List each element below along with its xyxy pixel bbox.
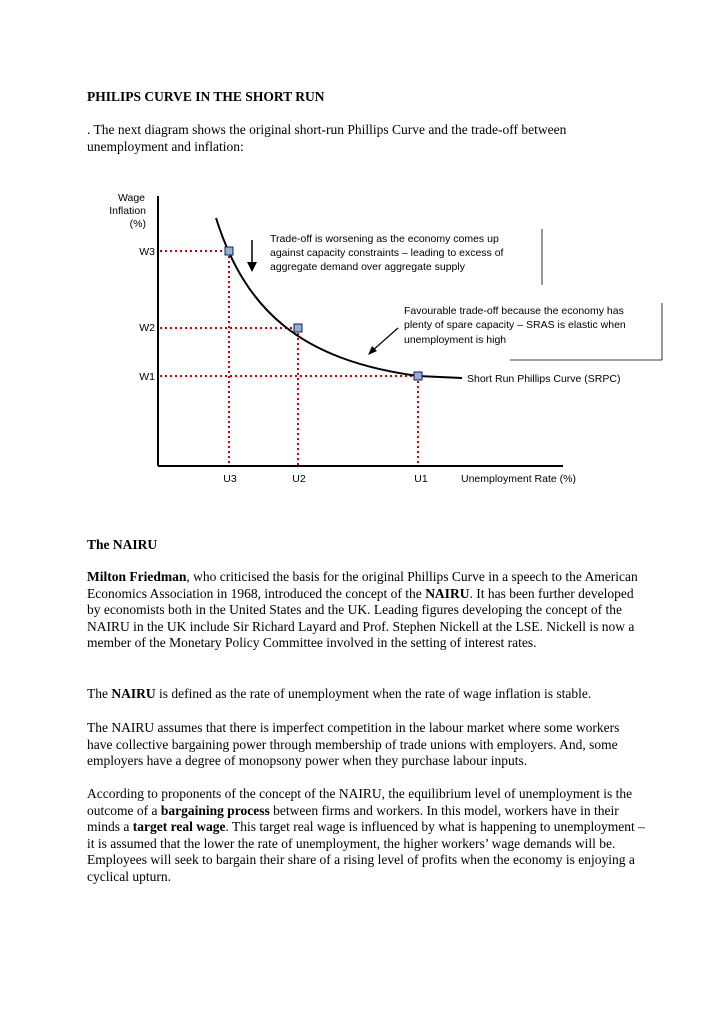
y-tick-w1: W1 (139, 371, 155, 383)
p2-text-a: The (87, 686, 112, 701)
friedman-name: Milton Friedman (87, 569, 187, 584)
p4-bargaining: bargaining process (160, 802, 270, 818)
p1-text-c: . It has been further developed by economists both in the United States and the UK. Leading figures developing the concept of the NAIRU in the UK include Sir Richard Layard and Prof. Stephen Nickell at the LSE. Nickell is now a member of the Monetary Policy Committee involved in the setting of interest rates. (87, 585, 635, 650)
y-tick-w2: W2 (139, 322, 155, 334)
point-w1-u1 (414, 372, 422, 380)
y-tick-w3: W3 (139, 246, 155, 258)
p1-nairu: NAIRU (425, 585, 470, 601)
p4-text-a: According to proponents of the concept of the NAIRU, the equilibrium level of unemployment is the outcome of a (87, 786, 633, 818)
x-tick-u2: U2 (292, 473, 306, 485)
p2-nairu: NAIRU (111, 686, 156, 701)
x-axis-title: Unemployment Rate (%) (461, 473, 576, 485)
p4-target-wage: target real wage (132, 819, 226, 834)
y-axis-title-line1: Wage (117, 192, 145, 204)
p2-text-c: is defined as the rate of unemployment when the rate of wage inflation is stable. (155, 686, 592, 701)
p1-text-a: , who criticised the basis for the original Phillips Curve in a speech to the American Economics Association in 1968, introduced the concept of the (87, 569, 638, 601)
intro-paragraph: . The next diagram shows the original short-run Phillips Curve and the trade-off between unemployment and inflation: (87, 122, 567, 154)
nairu-paragraph-1 (87, 569, 647, 652)
arrow-diagonal-icon (368, 328, 398, 355)
annotation-right-line2: plenty of spare capacity – SRAS is elastic when (404, 319, 626, 331)
p4-text-e: . This target real wage is influenced by what is happening to unemployment – it is assumed that the lower the rate of unemployment, the higher workers’ wage demands will be. Employees will seek to bargain their share of a rising level of profits when the economy is enjoying a cyclical upturn. (87, 819, 645, 884)
nairu-paragraph-3: The NAIRU assumes that there is imperfect competition in the labour market where some workers have collective bargaining power through membership of trade unions with employers. And, some employers have a degree of monopsony power when they purchase labour inputs. (87, 720, 620, 768)
annotation-top-line1: Trade-off is worsening as the economy comes up (270, 233, 499, 245)
nairu-paragraph-4 (87, 786, 647, 885)
section-title-nairu: The NAIRU (87, 537, 158, 552)
annotation-top-line2: against capacity constraints – leading to excess of (270, 247, 504, 259)
annotation-top-line3: aggregate demand over aggregate supply (270, 261, 465, 273)
arrow-down-icon (247, 240, 257, 272)
x-tick-u1: U1 (414, 473, 428, 485)
y-axis-title-line2: Inflation (109, 205, 146, 217)
section-title-phillips: PHILIPS CURVE IN THE SHORT RUN (87, 89, 325, 104)
annotation-right-line3: unemployment is high (404, 334, 507, 346)
p4-text-c: between firms and workers. In this model, workers have in their minds a (87, 802, 619, 834)
point-w3-u3 (225, 247, 233, 255)
srpc-label: Short Run Phillips Curve (SRPC) (467, 373, 621, 385)
nairu-paragraph-2 (87, 686, 647, 703)
point-w2-u2 (294, 324, 302, 332)
y-axis-title-line3: (%) (129, 218, 146, 230)
x-tick-u3: U3 (223, 473, 237, 485)
annotation-right-line1: Favourable trade-off because the economy has (404, 305, 624, 317)
